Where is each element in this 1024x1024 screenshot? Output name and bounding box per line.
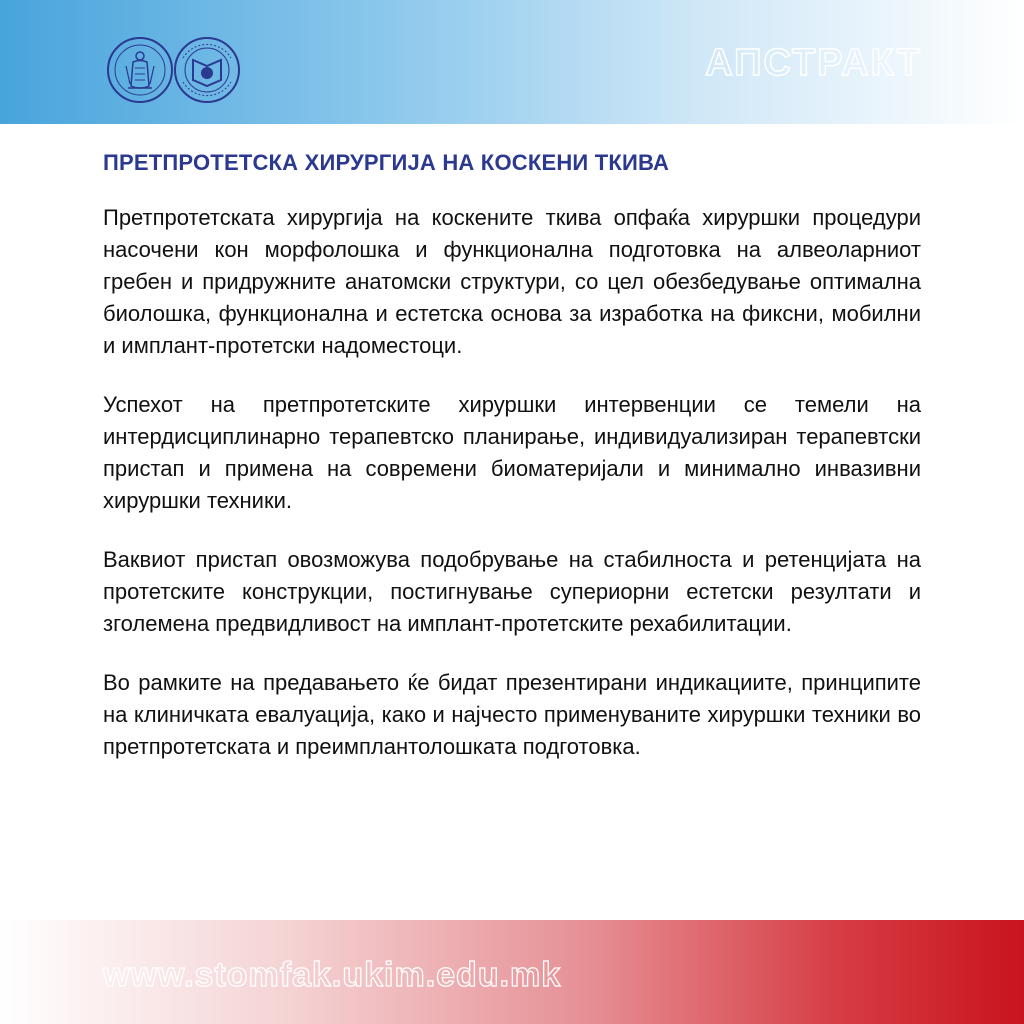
header-band (0, 0, 1024, 124)
paragraph: Во рамките на предавањето ќе бидат презентирани индикациите, принципите на клиничката евалуација, како и најчесто применуваните хируршки техники во претпротетската и преимплантолошката подготовка. (103, 670, 921, 760)
university-seal-icon (106, 36, 174, 104)
footer-band (0, 920, 1024, 1024)
abstract-title: ПРЕТПРОТЕТСКА ХИРУРГИЈА НА КОСКЕНИ ТКИВА (103, 150, 670, 175)
section-label: АПСТРАКТ (705, 42, 922, 84)
faculty-dentistry-logo-icon (173, 36, 241, 104)
website-url: www.stomfak.ukim.edu.mk (103, 956, 562, 994)
paragraph: Ваквиот пристап овозможува подобрување на стабилноста и ретенцијата на протетските конструкции, постигнување супериорни естетски резултати и зголемена предвидливост на имплант-протетските рехабилитации. (103, 547, 921, 637)
paragraph: Успехот на претпротетските хируршки интервенции се темели на интердисциплинарно терапевтско планирање, индивидуализиран терапевтски пристап и примена на современи биоматеријали и минимално инвазивни хируршки техники. (103, 392, 921, 514)
abstract-body (103, 150, 921, 790)
paragraph: Претпротетската хирургија на коскените ткива опфаќа хируршки процедури насочени кон морфолошка и функционална подготовка на алвеоларниот гребен и придружните анатомски структури, со цел обезбедување оптимална биолошка, функционална и естетска основа за изработка на фиксни, мобилни и имплант-протетски надоместоци. (103, 205, 921, 359)
